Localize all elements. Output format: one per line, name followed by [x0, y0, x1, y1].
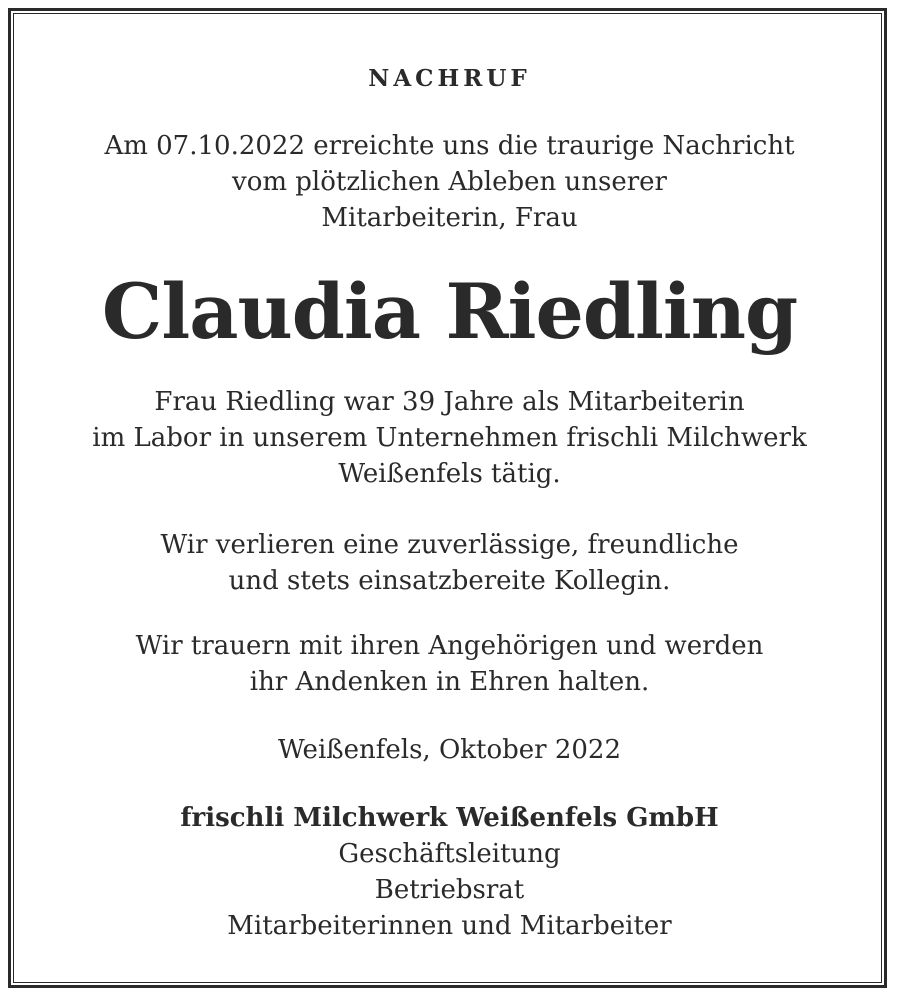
career-line: im Labor in unserem Unternehmen frischli Milchwerk [92, 423, 807, 453]
intro-paragraph [0, 128, 899, 236]
mourning-paragraph [0, 628, 899, 700]
notice-heading: NACHRUF [368, 65, 531, 92]
signer-line: Geschäftsleitung [338, 839, 561, 869]
career-line: Weißenfels tätig. [338, 459, 561, 489]
company-name: frischli Milchwerk Weißenfels GmbH [180, 803, 719, 833]
tribute-line: Wir verlieren eine zuverlässige, freundliche [160, 530, 739, 560]
signer-line: Betriebsrat [374, 875, 525, 905]
tribute-paragraph [0, 527, 899, 599]
signature-block [0, 800, 899, 944]
mourning-line: Wir trauern mit ihren Angehörigen und werden [135, 631, 764, 661]
career-paragraph [0, 384, 899, 492]
place-date [0, 732, 899, 768]
tribute-line: und stets einsatzbereite Kollegin. [228, 566, 671, 596]
deceased-name: Claudia Riedling [101, 267, 798, 356]
intro-line: Mitarbeiterin, Frau [321, 203, 578, 233]
intro-line: Am 07.10.2022 erreichte uns die traurige Nachricht [104, 131, 795, 161]
intro-line: vom plötzlichen Ableben unserer [232, 167, 667, 197]
place-date-text: Weißenfels, Oktober 2022 [277, 735, 622, 765]
signer-line: Mitarbeiterinnen und Mitarbeiter [227, 911, 672, 941]
mourning-line: ihr Andenken in Ehren halten. [249, 667, 650, 697]
career-line: Frau Riedling war 39 Jahre als Mitarbeiterin [154, 387, 745, 417]
